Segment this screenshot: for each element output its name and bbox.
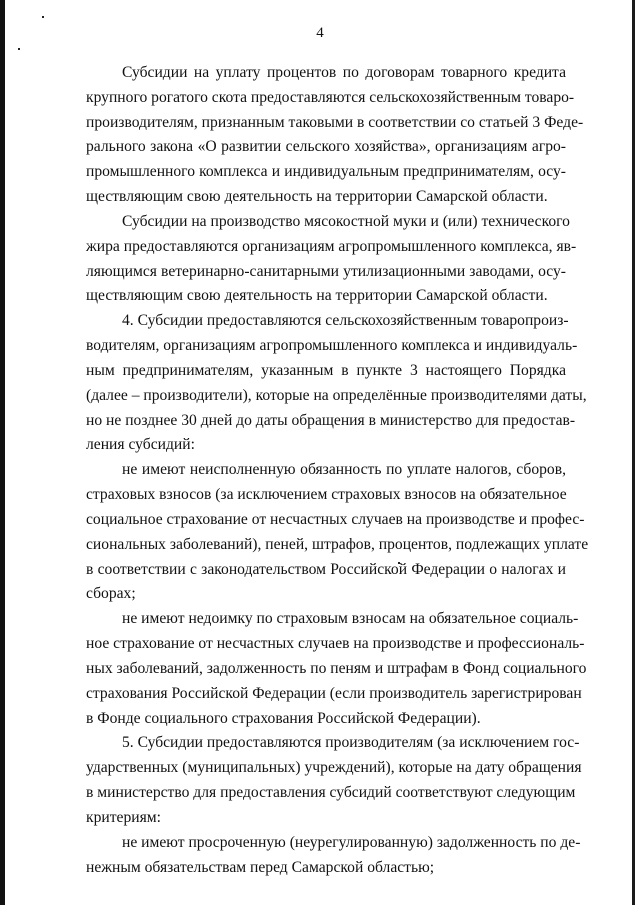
para-no-insurance-arrears [86, 607, 587, 731]
paragraph-line: ное страхование от несчастных случаев на производстве и профессиональ- [86, 635, 585, 653]
paragraph-line: Субсидии на производство мясокостной муки и (или) технического [122, 212, 570, 230]
paragraph-line: ударственных (муниципальных) учреждений), которые на дату обращения [86, 759, 582, 777]
paragraph-line: рального закона «О развитии сельского хозяйства», организациям агро- [86, 138, 566, 156]
paragraph-line: в министерство для предоставления субсидий соответствуют следующим [86, 784, 576, 802]
paragraph-line: нежным обязательствам перед Самарской областью; [86, 858, 435, 876]
paragraph-line: Субсидии на уплату процентов по договорам товарного кредита [122, 64, 566, 81]
paragraph-line: не имеют недоимку по страховым взносам на обязательное социаль- [122, 610, 579, 628]
para-item-4 [86, 309, 587, 458]
paragraph-line: 5. Субсидии предоставляются производителям (за исключением гос- [122, 734, 580, 752]
paragraph-line: ществляющим свою деятельность на территории Самарской области. [86, 287, 548, 305]
para-item-5 [86, 731, 582, 830]
paragraph-line: (далее – производители), которые на определённые производителями даты, [86, 386, 587, 404]
para-no-tax-debt [86, 458, 589, 607]
para-credit-cattle [86, 61, 584, 210]
paragraph-line: ных заболеваний, задолженность по пеням и штрафам в Фонд социального [86, 659, 587, 677]
scan-speck [18, 48, 20, 50]
paragraph-line: крупного рогатого скота предоставляются сельскохозяйственным товаро- [86, 88, 575, 106]
paragraph-line: страховых взносов (за исключением страховых взносов на обязательное [86, 486, 567, 504]
paragraph-line: водителям, организациям агропромышленного комплекса и индивидуаль- [86, 337, 578, 355]
page-number: 4 [316, 25, 324, 41]
paragraph-line: социальное страхование от несчастных случаев на производстве и профес- [86, 510, 585, 528]
paragraph-line: промышленного комплекса и индивидуальным предпринимателям, осу- [86, 163, 566, 181]
scan-speck [42, 16, 44, 18]
para-no-overdue-debt [86, 831, 581, 881]
paragraph-line: в Фонде социального страхования Российской Федерации). [86, 709, 481, 727]
paragraph-line: сиональных заболеваний), пеней, штрафов, процентов, подлежащих уплате [86, 535, 589, 553]
paragraph-line: ществляющим свою деятельность на территории Самарской области. [86, 188, 548, 206]
paragraph-line: не имеют просроченную (неурегулированную) задолженность по де- [122, 833, 581, 851]
paragraph-line: ным предпринимателям, указанным в пункте 3 настоящего Порядка [86, 361, 566, 379]
para-bone-meal [86, 210, 577, 309]
paragraph-line: ления субсидий: [86, 436, 195, 454]
scan-border-right [632, 0, 635, 905]
paragraph-line: ляющимся ветеринарно-санитарными утилизационными заводами, осу- [86, 262, 566, 280]
paragraph-line: в соответствии с законодательством Российской Федерации о налогах и [86, 560, 566, 578]
paragraph-line: жира предоставляются организациям агропромышленного комплекса, яв- [86, 237, 577, 255]
document-body [86, 61, 589, 880]
paragraph-line: критериям: [86, 808, 161, 826]
paragraph-line: производителям, признанным таковыми в соответствии со статьей 3 Феде- [86, 113, 584, 131]
paragraph-line: страхования Российской Федерации (если производитель зарегистрирован [86, 684, 582, 702]
scan-border-left [0, 0, 5, 905]
paragraph-line: не имеют неисполненную обязанность по уплате налогов, сборов, [122, 461, 566, 479]
paragraph-line: 4. Субсидии предоставляются сельскохозяйственным товаропроиз- [122, 312, 569, 330]
paragraph-line: сборах; [86, 585, 136, 603]
paragraph-line: но не позднее 30 дней до даты обращения в министерство для предостав- [86, 411, 576, 429]
